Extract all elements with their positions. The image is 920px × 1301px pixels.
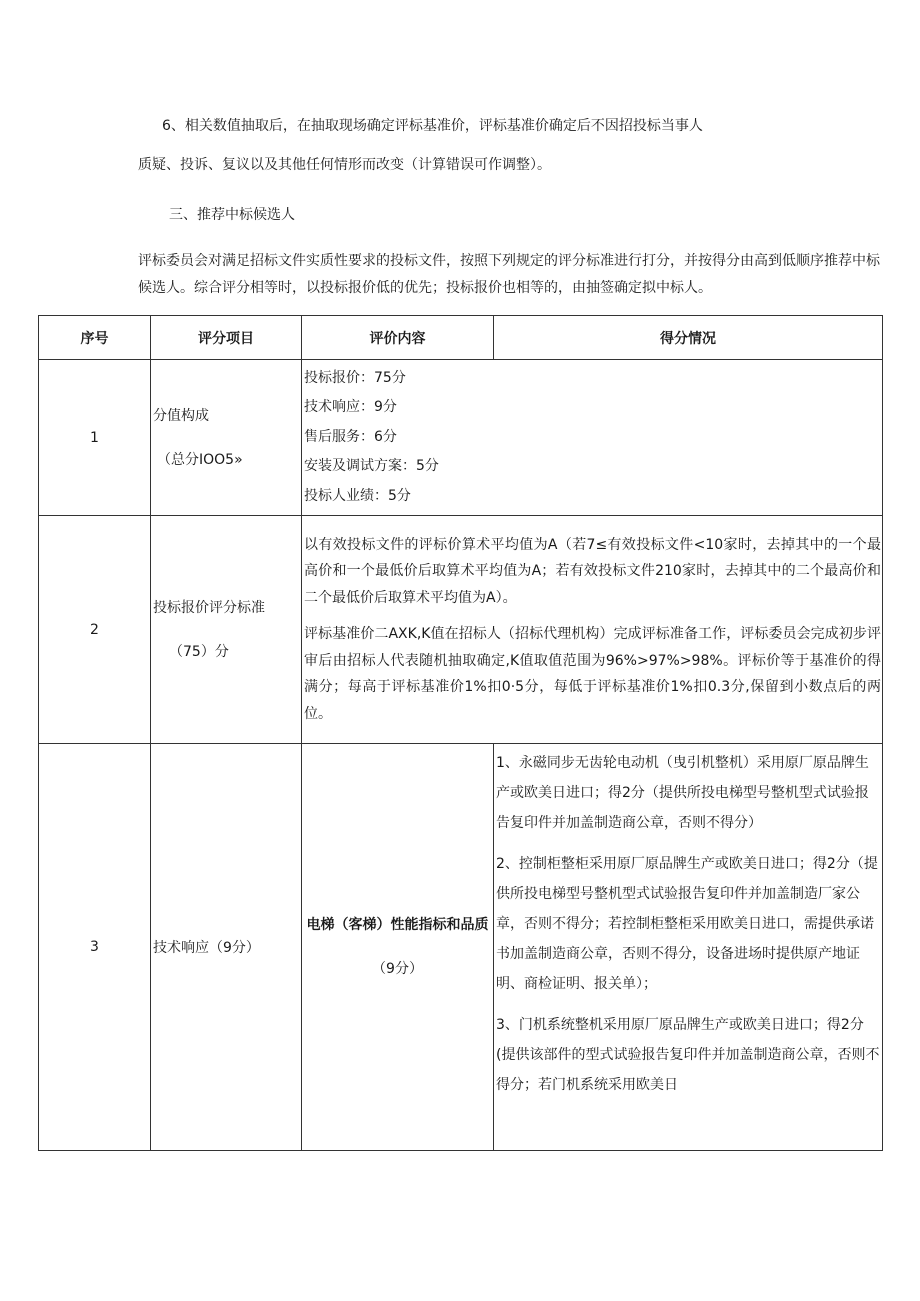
row3-details xyxy=(494,744,883,1151)
row2-criteria xyxy=(302,516,883,744)
row1-item xyxy=(151,360,302,516)
row3-item: 技术响应（9分） xyxy=(151,744,302,1151)
row3-detail-item: 2、控制柜整柜采用原厂原品牌生产或欧美日进口；得2分（提供所投电梯型号整机型式试验报告复印件并加盖制造厂家公章，否则不得分；若控制柜整柜采用欧美日进口，需提供承诺书加盖制造商公章，否则不得分，设备进场时提供原产地证明、商检证明、报关单）； xyxy=(496,856,878,992)
row1-item-line1: 分值构成 xyxy=(153,407,209,424)
row3-detail-item: 3、门机系统整机采用原厂原品牌生产或欧美日进口；得2分(提供该部件的型式试验报告复印件并加盖制造商公章，否则不得分；若门机系统采用欧美日 xyxy=(496,1017,880,1093)
row1-content-line: 投标人业绩：5分 xyxy=(304,487,411,504)
row1-content-line: 售后服务：6分 xyxy=(304,428,397,445)
row3-detail-item: 1、永磁同步无齿轮电动机（曳引机整机）采用原厂原品牌生产或欧美日进口；得2分（提供所投电梯型号整机型式试验报告复印件并加盖制造商公章，否则不得分） xyxy=(496,755,869,831)
row2-item xyxy=(151,516,302,744)
table-row xyxy=(39,744,883,1151)
header-content: 评价内容 xyxy=(302,316,494,360)
row1-content xyxy=(302,360,883,516)
intro-paragraph: 评标委员会对满足招标文件实质性要求的投标文件，按照下列规定的评分标准进行打分，并按得分由高到低顺序推荐中标候选人。综合评分相等时，以投标报价低的优先；投标报价也相等的，由抽签确定拟中标人。 xyxy=(138,253,880,296)
row1-content-line: 技术响应：9分 xyxy=(304,399,397,416)
row1-no: 1 xyxy=(39,360,151,516)
item6-line1: 6、相关数值抽取后，在抽取现场确定评标基准价，评标基准价确定后不因招投标当事人 xyxy=(162,118,703,134)
table-header-row xyxy=(39,316,883,360)
table-row xyxy=(39,360,883,516)
row1-content-line: 投标报价：75分 xyxy=(304,369,406,386)
header-score: 得分情况 xyxy=(494,316,883,360)
row2-item-line1: 投标报价评分标准 xyxy=(153,599,265,616)
table-row xyxy=(39,516,883,744)
row1-item-line2: （总分IOO5» xyxy=(157,451,243,468)
section3-heading: 三、推荐中标候选人 xyxy=(169,207,295,223)
header-no: 序号 xyxy=(39,316,151,360)
row2-item-line2: （75）分 xyxy=(169,643,229,660)
row3-no: 3 xyxy=(39,744,151,1151)
row3-category-title: 电梯（客梯）性能指标和品质 xyxy=(306,917,489,933)
item6-line2: 质疑、投诉、复议以及其他任何情形而改变（计算错误可作调整）。 xyxy=(138,157,551,173)
row2-no: 2 xyxy=(39,516,151,744)
row3-category-score: （9分） xyxy=(372,961,423,977)
row1-content-line: 安装及调试方案：5分 xyxy=(304,458,439,475)
row2-criteria-para1: 以有效投标文件的评标价算术平均值为A（若7≤有效投标文件<10家时，去掉其中的一个最高价和一个最低价后取算术平均值为A；若有效投标文件210家时，去掉其中的二个最高价和二个最低价后取算术平均值为A）。 xyxy=(304,536,881,606)
scoring-table xyxy=(38,315,883,1151)
row2-criteria-para2: 评标基准价二AXK,K值在招标人（招标代理机构）完成评标准备工作，评标委员会完成初步评审后由招标人代表随机抽取确定,K值取值范围为96%>97%>98%。评标价等于基准价的得满分；每高于评标基准价1%扣0·5分，每低于评标基准价1%扣0.3分,保留到小数点后的两位。 xyxy=(304,626,881,722)
header-item: 评分项目 xyxy=(151,316,302,360)
row3-category xyxy=(302,744,494,1151)
